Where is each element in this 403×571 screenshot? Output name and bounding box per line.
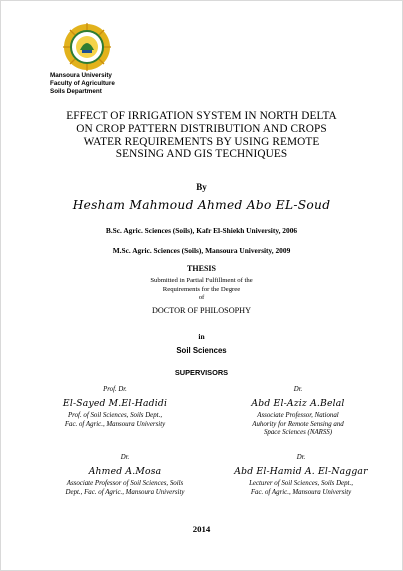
title-line: WATER REQUIREMENTS BY USING REMOTE (83, 135, 320, 148)
affiliation-line: Auhority for Remote Sensing and (252, 420, 344, 428)
supervisors-heading: SUPERVISORS (174, 368, 229, 377)
supervisor-title: Dr. (296, 454, 306, 461)
supervisor-name: Abd El-Aziz A.Belal (251, 398, 345, 409)
department-name: Soils Department (50, 88, 102, 95)
author-name: Hesham Mahmoud Ahmed Abo EL-Soud (72, 198, 331, 212)
supervisor-affiliation (226, 480, 376, 497)
year: 2014 (192, 524, 211, 534)
thesis-title (0, 110, 403, 161)
degree-name: DOCTOR OF PHILOSOPHY (151, 306, 252, 315)
submitted-line: Requirements for the Degree (162, 285, 241, 293)
affiliation-line: Space Sciences (NARSS) (263, 429, 333, 437)
supervisor-name: Abd El-Hamid A. El-Naggar (234, 466, 368, 477)
supervisor-affiliation (30, 480, 220, 497)
title-line: SENSING AND GIS TECHNIQUES (115, 148, 288, 161)
affiliation-line: Lecturer of Soil Sciences, Soils Dept., (249, 480, 353, 487)
affiliation-line: Dept., Fac. of Agric., Mansoura University (65, 488, 185, 496)
affiliation-line: Prof. of Soil Sciences, Soils Dept., (67, 412, 163, 419)
supervisor-affiliation (218, 412, 378, 438)
affiliation-line: Fac. of Agric., Mansoura University (64, 420, 166, 428)
supervisor-1 (30, 386, 200, 429)
faculty-name: Faculty of Agriculture (50, 80, 115, 87)
degree-bsc: B.Sc. Agric. Sciences (Soils), Kafr El-Shiekh University, 2006 (105, 226, 298, 235)
affiliation-line: Associate Professor of Soil Sciences, Soils (66, 480, 184, 487)
affiliation-line: Fac. of Agric., Mansoura University (250, 488, 352, 496)
in-label: in (198, 332, 205, 341)
supervisor-affiliation (30, 412, 200, 429)
field-name: Soil Sciences (176, 346, 227, 355)
title-line: EFFECT OF IRRIGATION SYSTEM IN NORTH DELTA (66, 110, 337, 122)
supervisor-3 (30, 454, 220, 497)
affiliation-line: Associate Professor, National (257, 412, 339, 419)
thesis-label: THESIS (187, 264, 216, 273)
supervisor-4 (226, 454, 376, 497)
submitted-line: Submitted in Partial Fulfillment of the (150, 277, 253, 284)
university-name: Mansoura University (50, 72, 112, 79)
supervisor-name: Ahmed A.Mosa (88, 466, 162, 477)
by-label: By (196, 182, 207, 192)
supervisor-2 (218, 386, 378, 438)
supervisor-title: Dr. (293, 386, 303, 393)
mansoura-university-logo-icon (62, 22, 112, 72)
title-line: ON CROP PATTERN DISTRIBUTION AND CROPS (76, 122, 327, 135)
degree-msc: M.Sc. Agric. Sciences (Soils), Mansoura University, 2009 (112, 246, 291, 255)
supervisor-name: El-Sayed M.El-Hadidi (62, 398, 168, 409)
supervisor-title: Dr. (120, 454, 130, 461)
supervisor-title: Prof. Dr. (103, 386, 127, 393)
submitted-line: of (198, 294, 205, 301)
